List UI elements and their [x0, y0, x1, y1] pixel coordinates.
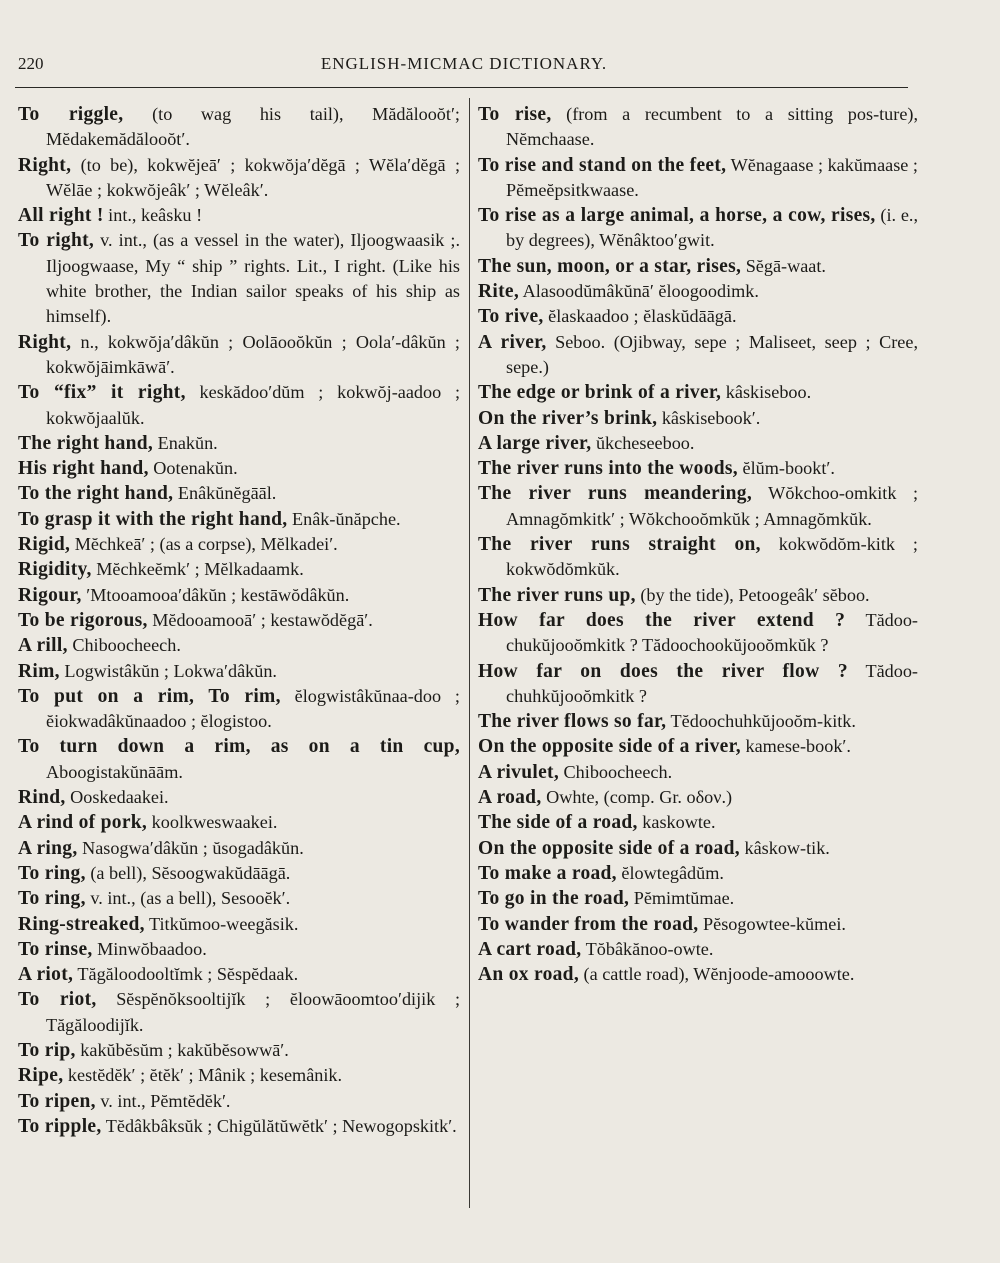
entry-headword: To rise as a large animal, a horse, a cow, rises, — [478, 205, 876, 227]
dictionary-entry — [478, 431, 918, 456]
entry-headword: All right ! — [18, 205, 104, 227]
entry-headword: To wander from the road, — [478, 913, 699, 935]
entry-definition: v. int., (as a vessel in the water), Iljoogwaasik ;. Iljoogwaase, My “ ship ” rights. Lit., I right. (Like his white brother, the Indian sailor speaks of his ship as himself). — [46, 230, 461, 327]
entry-definition: kâskisebook′. — [657, 407, 761, 428]
dictionary-entry — [478, 456, 918, 481]
entry-definition: Aboogistakŭnāām. — [46, 761, 183, 782]
entry-headword: Ring-streaked, — [18, 913, 145, 935]
entry-headword: A rill, — [18, 635, 68, 657]
dictionary-entry — [18, 228, 460, 329]
entry-definition: Owhte, (comp. Gr. οδον.) — [541, 787, 733, 808]
entry-headword: Rigidity, — [18, 559, 92, 581]
entry-headword: To riot, — [18, 989, 97, 1011]
dictionary-entry — [18, 785, 460, 810]
dictionary-entry — [478, 785, 918, 810]
entry-definition: Titkŭmoo-weegăsik. — [144, 913, 299, 934]
dictionary-entry — [18, 380, 460, 431]
entry-headword: To turn down a rim, as on a tin cup, — [18, 736, 460, 758]
dictionary-entry — [18, 633, 460, 658]
entry-headword: A large river, — [478, 432, 592, 454]
dictionary-entry — [478, 734, 918, 759]
entry-headword: To right, — [18, 230, 95, 252]
entry-definition: Enâkŭnĕgāāl. — [173, 483, 277, 504]
dictionary-entry — [18, 481, 460, 506]
entry-definition: Wŏkchoo-omkitk ; Amnagŏmkitk′ ; Wŏkchooŏmkŭk ; Amnagŏmkŭk. — [506, 483, 918, 529]
entry-definition: Mĕchkeā′ ; (as a corpse), Mĕlkadei′. — [70, 534, 338, 555]
entry-headword: To ring, — [18, 888, 86, 910]
entry-headword: To put on a rim, To rim, — [18, 685, 281, 707]
dictionary-entry — [18, 684, 460, 735]
entry-headword: To rinse, — [18, 938, 93, 960]
dictionary-entry — [18, 1114, 460, 1139]
dictionary-entry — [18, 836, 460, 861]
dictionary-entry — [478, 304, 918, 329]
dictionary-entry — [18, 659, 460, 684]
dictionary-entry — [18, 203, 460, 228]
dictionary-entry — [18, 583, 460, 608]
dictionary-entry — [18, 557, 460, 582]
dictionary-entry — [478, 330, 918, 381]
entry-definition: Ootenakŭn. — [148, 458, 238, 479]
entry-definition: Mĕdooamooā′ ; kestawŏdĕgā′. — [147, 609, 373, 630]
entry-headword: To go in the road, — [478, 888, 630, 910]
entry-headword: How far on does the river flow ? — [478, 660, 848, 682]
entry-definition: (to wag his tail), Mădălooŏt′; Mĕdakemădălooŏt′. — [46, 104, 460, 150]
entry-headword: A cart road, — [478, 938, 582, 960]
entry-definition: Tădoo-chukŭjooŏmkitk ? Tădoochookŭjooŏmkŭk ? — [506, 609, 918, 656]
entry-headword: The right hand, — [18, 432, 154, 454]
entry-headword: On the opposite side of a river, — [478, 736, 741, 758]
dictionary-entry — [478, 608, 918, 659]
entry-definition: Alasoodŭmâkŭnā′ ĕloogoodimk. — [519, 281, 759, 302]
dictionary-entry — [478, 760, 918, 785]
dictionary-entry — [18, 456, 460, 481]
right-column — [478, 102, 918, 987]
entry-headword: The river flows so far, — [478, 711, 667, 733]
entry-headword: To ripple, — [18, 1115, 102, 1137]
dictionary-entry — [478, 836, 918, 861]
entry-definition: Tădoo-chuhkŭjooŏmkitk ? — [506, 660, 918, 706]
dictionary-entry — [478, 962, 918, 987]
entry-definition: (by the tide), Petoogeâk′ sĕboo. — [635, 584, 870, 605]
entry-definition: kâskow-tik. — [739, 837, 830, 858]
dictionary-entry — [478, 481, 918, 532]
dictionary-entry — [18, 912, 460, 937]
entry-headword: His right hand, — [18, 458, 149, 480]
entry-definition: ĕlŭm-bookt′. — [738, 458, 835, 479]
dictionary-entry — [478, 912, 918, 937]
dictionary-entry — [478, 709, 918, 734]
entry-headword: The river runs into the woods, — [478, 458, 738, 480]
entry-headword: To make a road, — [478, 862, 617, 884]
entry-definition: int., keâsku ! — [103, 205, 203, 226]
entry-definition: Pĕsogowtee-kŭmei. — [698, 913, 846, 934]
entry-headword: To rise, — [478, 104, 552, 125]
entry-definition: Seboo. (Ojibway, sepe ; Maliseet, seep ; Cree, sepe.) — [506, 331, 918, 377]
entry-headword: To rip, — [18, 1039, 76, 1061]
entry-definition: ŭkcheseeboo. — [591, 432, 695, 453]
dictionary-entry — [18, 1063, 460, 1088]
entry-definition: (i. e., by degrees), Wĕnâktoo′gwit. — [506, 205, 918, 251]
entry-definition: Tăgăloodooltĭmk ; Sĕspĕdaak. — [73, 964, 299, 985]
dictionary-entry — [18, 734, 460, 785]
entry-definition: v. int., Pĕmtĕdĕk′. — [95, 1090, 231, 1111]
dictionary-entry — [18, 810, 460, 835]
entry-definition: Chiboocheech. — [559, 761, 673, 782]
entry-definition: Pĕmimtŭmae. — [629, 888, 735, 909]
entry-headword: To be rigorous, — [18, 609, 148, 631]
entry-definition: kamese-book′. — [740, 736, 851, 757]
dictionary-entry — [18, 431, 460, 456]
dictionary-entry — [478, 153, 918, 204]
dictionary-entry — [478, 406, 918, 431]
entry-definition: Mĕchkeĕmk′ ; Mĕlkadaamk. — [91, 559, 304, 580]
page-number: 220 — [18, 54, 44, 73]
entry-definition: (from a recumbent to a sitting pos-ture), Nĕmchaase. — [506, 104, 918, 150]
entry-headword: A ring, — [18, 837, 78, 859]
entry-headword: Rim, — [18, 660, 60, 682]
dictionary-entry — [478, 659, 918, 710]
entry-definition: Minwŏbaadoo. — [92, 938, 207, 959]
entry-definition: keskădoo′dŭm ; kokwŏj-aadoo ; kokwŏjaalŭk. — [46, 382, 460, 428]
dictionary-entry — [18, 937, 460, 962]
entry-headword: An ox road, — [478, 964, 579, 986]
entry-definition: (a bell), Sĕsoogwakŭdāāgā. — [85, 862, 291, 883]
dictionary-entry — [18, 861, 460, 886]
dictionary-entry — [18, 962, 460, 987]
entry-definition: kaskowte. — [637, 812, 716, 833]
dictionary-entry — [478, 583, 918, 608]
entry-definition: kestĕdĕk′ ; ĕtĕk′ ; Mânik ; kesemânik. — [63, 1065, 343, 1086]
page-header — [18, 50, 910, 78]
entry-definition: v. int., (as a bell), Sesooĕk′. — [85, 888, 291, 909]
dictionary-entry — [478, 254, 918, 279]
header-rule — [15, 87, 908, 88]
column-divider — [469, 98, 470, 1208]
entry-headword: A riot, — [18, 964, 74, 986]
entry-definition: Wĕnagaase ; kakŭmaase ; Pĕmeĕpsitkwaase. — [506, 154, 918, 200]
dictionary-entry — [18, 532, 460, 557]
entry-definition: Nasogwa′dâkŭn ; ŭsogadâkŭn. — [77, 837, 304, 858]
entry-definition: Tĕdâkbâksŭk ; Chigŭlătŭwĕtk′ ; Newogopskitk′. — [101, 1115, 457, 1136]
entry-definition: (a cattle road), Wĕnjoode-amooowte. — [579, 964, 855, 985]
dictionary-entry — [478, 532, 918, 583]
entry-headword: Rigid, — [18, 534, 71, 556]
dictionary-entry — [478, 861, 918, 886]
entry-definition: Sĕspĕnŏksooltijĭk ; ĕloowāoomtoo′dijik ; Tăgăloodijĭk. — [46, 989, 460, 1035]
entry-headword: A road, — [478, 787, 542, 809]
dictionary-entry — [18, 1089, 460, 1114]
entry-definition: Enâk-ŭnăpche. — [287, 508, 401, 529]
entry-definition: ĕlowtegâdŭm. — [616, 862, 724, 883]
dictionary-entry — [478, 203, 918, 254]
entry-headword: Rind, — [18, 787, 66, 809]
entry-headword: A rind of pork, — [18, 812, 148, 834]
left-column — [18, 102, 460, 1139]
dictionary-entry — [18, 153, 460, 204]
entry-definition: Chiboocheech. — [67, 635, 181, 656]
entry-headword: How far does the river extend ? — [478, 609, 846, 631]
entry-definition: Tĕdoochuhkŭjooŏm-kitk. — [666, 711, 856, 732]
entry-headword: Ripe, — [18, 1065, 64, 1087]
entry-definition: n., kokwŏja′dâkŭn ; Oolāooŏkŭn ; Oola′-dâkŭn ; kokwŏjāimkāwā′. — [46, 331, 460, 377]
entry-definition: ′Mtooamooa′dâkŭn ; kestāwŏdâkŭn. — [81, 584, 350, 605]
entry-headword: To “fix” it right, — [18, 382, 186, 404]
entry-headword: To rive, — [478, 306, 544, 328]
entry-headword: To ring, — [18, 862, 86, 884]
dictionary-entry — [18, 886, 460, 911]
entry-definition: koolkweswaakei. — [147, 812, 278, 833]
dictionary-entry — [18, 507, 460, 532]
entry-headword: The sun, moon, or a star, rises, — [478, 255, 742, 277]
dictionary-entry — [478, 380, 918, 405]
entry-definition: (to be), kokwĕjeā′ ; kokwŏja′dĕgā ; Wĕla′dĕgā ; Wĕlāe ; kokwŏjeâk′ ; Wĕleâk′. — [46, 154, 460, 200]
entry-headword: On the opposite side of a road, — [478, 837, 740, 859]
entry-definition: kakŭbĕsŭm ; kakŭbĕsowwā′. — [75, 1039, 289, 1060]
entry-headword: Rite, — [478, 281, 520, 303]
entry-definition: Logwistâkŭn ; Lokwa′dâkŭn. — [59, 660, 277, 681]
entry-definition: ĕlaskaadoo ; ĕlaskŭdāāgā. — [543, 306, 737, 327]
dictionary-entry — [18, 1038, 460, 1063]
entry-headword: A river, — [478, 331, 547, 353]
dictionary-entry — [478, 937, 918, 962]
entry-headword: A rivulet, — [478, 761, 559, 783]
entry-definition: Tŏbâkănoo-owte. — [581, 938, 714, 959]
entry-headword: On the river’s brink, — [478, 407, 658, 429]
entry-definition: ĕlogwistâkŭnaa-doo ; ĕiokwadâkŭnaadoo ; ĕlogistoo. — [46, 685, 460, 732]
dictionary-entry — [478, 279, 918, 304]
entry-definition: Enakŭn. — [153, 432, 218, 453]
entry-definition: kokwŏdŏm-kitk ; kokwŏdŏmkŭk. — [506, 534, 918, 580]
entry-headword: Right, — [18, 154, 72, 176]
entry-headword: To the right hand, — [18, 483, 174, 505]
dictionary-entry — [478, 810, 918, 835]
entry-headword: The edge or brink of a river, — [478, 382, 722, 404]
entry-definition: Sĕgā-waat. — [741, 255, 826, 276]
entry-headword: The river runs straight on, — [478, 534, 761, 556]
running-title: ENGLISH-MICMAC DICTIONARY. — [320, 54, 608, 73]
dictionary-entry — [18, 330, 460, 381]
entry-headword: To grasp it with the right hand, — [18, 508, 288, 530]
entry-headword: Right, — [18, 331, 72, 353]
entry-headword: To ripen, — [18, 1090, 96, 1112]
entry-headword: To riggle, — [18, 104, 124, 125]
entry-headword: The river runs up, — [478, 584, 636, 606]
dictionary-entry — [18, 987, 460, 1038]
dictionary-entry — [478, 886, 918, 911]
entry-definition: kâskiseboo. — [721, 382, 812, 403]
dictionary-entry — [18, 102, 460, 153]
entry-headword: The side of a road, — [478, 812, 638, 834]
dictionary-entry — [478, 102, 918, 153]
entry-definition: Ooskedaakei. — [65, 787, 169, 808]
entry-headword: The river runs meandering, — [478, 483, 752, 505]
dictionary-entry — [18, 608, 460, 633]
entry-headword: Rigour, — [18, 584, 82, 606]
entry-headword: To rise and stand on the feet, — [478, 154, 727, 176]
